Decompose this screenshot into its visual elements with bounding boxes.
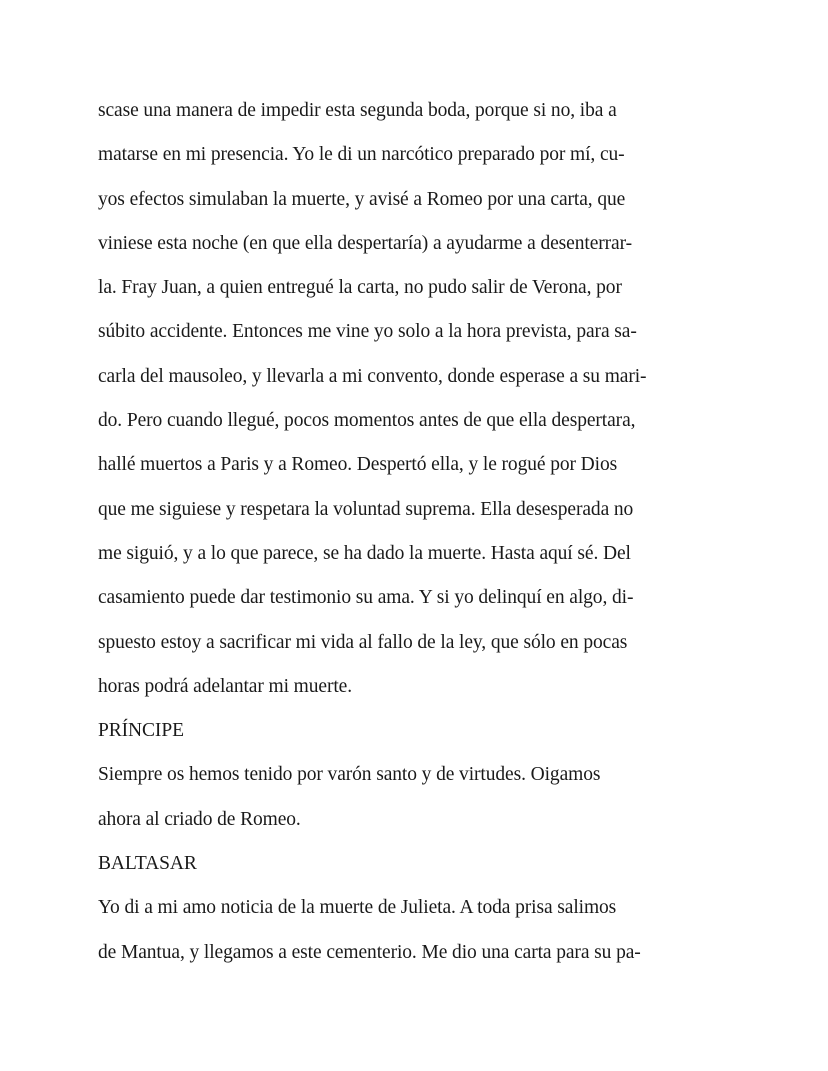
text-line: matarse en mi presencia. Yo le di un narcótico preparado por mí, cu- bbox=[98, 144, 625, 166]
text-line: súbito accidente. Entonces me vine yo solo a la hora prevista, para sa- bbox=[98, 321, 637, 343]
speaker-name: BALTASAR bbox=[98, 853, 197, 875]
text-line: viniese esta noche (en que ella despertaría) a ayudarme a desenterrar- bbox=[98, 232, 632, 254]
text-line: yos efectos simulaban la muerte, y avisé a Romeo por una carta, que bbox=[98, 188, 626, 210]
speaker-name: PRÍNCIPE bbox=[98, 720, 184, 742]
text-line: hallé muertos a Paris y a Romeo. Despertó ella, y le rogué por Dios bbox=[98, 454, 618, 476]
text-line: de Mantua, y llegamos a este cementerio. Me dio una carta para su pa- bbox=[98, 941, 641, 963]
text-line: Siempre os hemos tenido por varón santo y de virtudes. Oigamos bbox=[98, 764, 601, 786]
text-line: spuesto estoy a sacrificar mi vida al fallo de la ley, que sólo en pocas bbox=[98, 631, 628, 653]
text-line: la. Fray Juan, a quien entregué la carta, no pudo salir de Verona, por bbox=[98, 277, 622, 299]
text-line: horas podrá adelantar mi muerte. bbox=[98, 675, 352, 697]
text-line: que me siguiese y respetara la voluntad suprema. Ella desesperada no bbox=[98, 498, 634, 520]
text-line: scase una manera de impedir esta segunda boda, porque si no, iba a bbox=[98, 100, 617, 121]
text-line: ahora al criado de Romeo. bbox=[98, 808, 301, 830]
text-line: casamiento puede dar testimonio su ama. Y si yo delinquí en algo, di- bbox=[98, 587, 634, 609]
text-line: me siguió, y a lo que parece, se ha dado la muerte. Hasta aquí sé. Del bbox=[98, 542, 631, 564]
text-line: carla del mausoleo, y llevarla a mi convento, donde esperase a su mari- bbox=[98, 365, 647, 387]
document-body bbox=[98, 94, 698, 980]
text-line: do. Pero cuando llegué, pocos momentos antes de que ella despertara, bbox=[98, 410, 636, 432]
text-line: Yo di a mi amo noticia de la muerte de Julieta. A toda prisa salimos bbox=[98, 897, 617, 919]
